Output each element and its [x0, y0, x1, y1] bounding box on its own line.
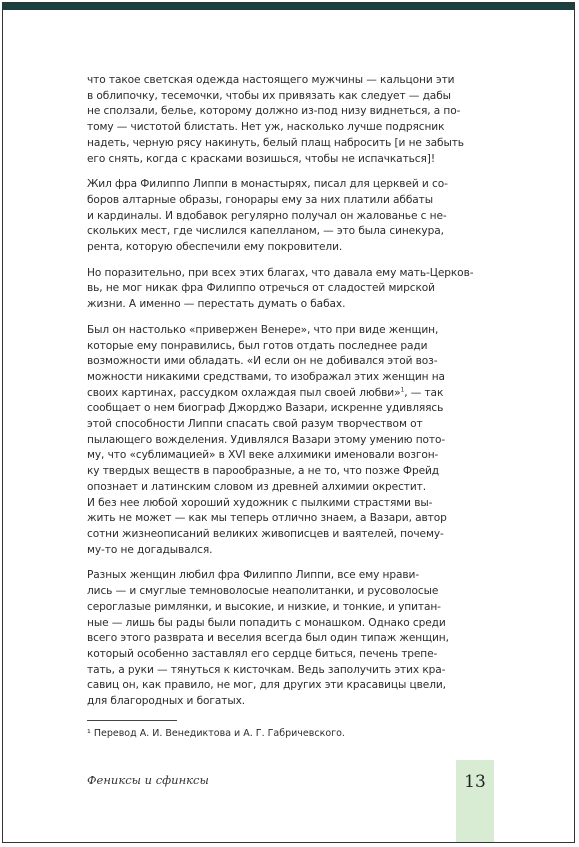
text-line: его снять, когда с красками возишься, чтобы не испачкаться]! — [87, 152, 435, 165]
text-line: можности никакими средствами, то изображал этих женщин на — [87, 370, 445, 383]
text-line: вь, не мог никак фра Филиппо отречься от сладостей мирской — [87, 282, 435, 295]
text-line: которые ему понравились, был готов отдать последнее ради — [87, 339, 428, 352]
text-segment: своих картинах, рассудком охлаждая пыл своей любви» — [87, 386, 401, 399]
text-line: опознает и латинским словом из древней алхимии окрестит. — [87, 480, 427, 493]
text-line: савиц он, как правило, не мог, для других эти красавицы цвели, — [87, 679, 446, 692]
text-line: не сползали, белье, которому должно из-под низу виднеться, а по- — [87, 105, 461, 118]
text-line: ку твердых веществ в парообразные, а не то, что позже Фрейд — [87, 465, 440, 478]
text-line: Был он настолько «привержен Венере», что при виде женщин, — [87, 323, 439, 336]
text-line: лись — и смуглые темноволосые неаполитанки, и русоволосые — [87, 585, 439, 598]
text-line: надеть, черную рясу накинуть, белый плащ набросить [и не забыть — [87, 136, 464, 149]
text-line: ные — лишь бы рады были попадить с монашком. Однако среди — [87, 616, 446, 629]
text-line: скольких мест, где числился капелланом, — это была синекура, — [87, 225, 444, 238]
text-line: му, что «сублимацией» в XVI веке алхимики именовали возгон- — [87, 449, 439, 462]
text-line: всего этого разврата и веселия всегда был один типаж женщин, — [87, 632, 449, 645]
paragraph-3 — [87, 266, 497, 313]
text-segment: , — так — [404, 386, 444, 399]
text-line: тать, а руки — тянуться к кисточкам. Ведь заполучить этих кра- — [87, 663, 446, 676]
footnote-divider — [87, 720, 177, 721]
text-line: возможности ими обладать. «И если он не добивался этой воз- — [87, 355, 438, 368]
text-line: что такое светская одежда настоящего мужчины — кальцони эти — [87, 74, 455, 86]
top-color-bar — [3, 3, 574, 10]
paragraph-1 — [87, 73, 497, 167]
text-line: жизни. А именно — перестать думать о бабах. — [87, 298, 346, 311]
text-line: этой способности Липпи спасать свой разум творчеством от — [87, 418, 423, 431]
text-line: Но поразительно, при всех этих благах, что давала ему мать-Церков- — [87, 266, 474, 279]
body-text — [87, 73, 497, 720]
text-line: жить не может — как мы теперь отлично знаем, а Вазари, автор — [87, 512, 447, 525]
page-number: 13 — [464, 772, 486, 792]
paragraph-4 — [87, 323, 497, 559]
text-line: Жил фра Филиппо Липпи в монастырях, писал для церквей и со- — [87, 178, 448, 191]
text-line: сообщает о нем биограф Джорджо Вазари, искренне удивляясь — [87, 402, 444, 415]
text-line: рента, которую обеспечили ему покровители. — [87, 241, 343, 254]
footnote-marker[interactable]: 1 — [400, 386, 405, 394]
text-line: Разных женщин любил фра Филиппо Липпи, все ему нрави- — [87, 569, 420, 582]
text-line: в облипочку, тесемочки, чтобы их привязать как следует — дабы — [87, 89, 451, 102]
text-line: и кардиналы. И вдобавок регулярно получал он жалованье с не- — [87, 209, 447, 222]
text-line: пылающего вожделения. Удивлялся Вазари этому умению пото- — [87, 433, 446, 446]
text-line: И без нее любой хороший художник с пылкими страстями вы- — [87, 496, 433, 509]
paragraph-2 — [87, 177, 497, 256]
text-line: му-то не догадывался. — [87, 543, 213, 556]
running-title: Фениксы и сфинксы — [87, 773, 209, 787]
text-line: сотни жизнеописаний великих живописцев и ваятелей, почему- — [87, 527, 444, 540]
text-line: сероглазые римлянки, и высокие, и низкие, и тонкие, и упитан- — [87, 600, 441, 613]
text-line-with-footnote — [87, 386, 497, 402]
page-number-box — [456, 760, 494, 842]
text-line: боров алтарные образы, гонорары ему за них платили аббаты — [87, 193, 433, 206]
text-line: для благородных и богатых. — [87, 695, 246, 708]
footnote: ¹ Перевод А. И. Венедиктова и А. Г. Габричевского. — [87, 728, 345, 739]
text-line: который особенно заставлял его сердце биться, печень трепе- — [87, 647, 438, 660]
paragraph-5 — [87, 568, 497, 709]
text-line: тому — чистотой блистать. Нет уж, насколько лучше подрясник — [87, 121, 445, 134]
